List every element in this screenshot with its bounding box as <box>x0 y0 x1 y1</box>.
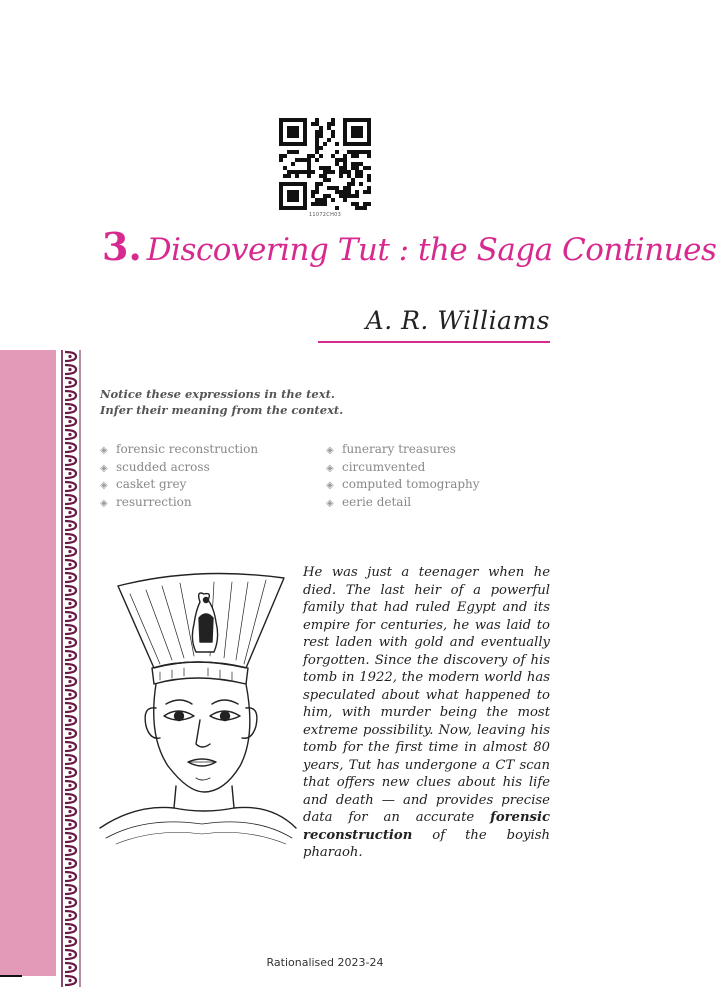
chapter-title <box>102 224 716 269</box>
chapter-title-text: Discovering Tut : the Saga Continues <box>146 232 716 268</box>
intro-paragraph: He was just a teenager when he died. The last heir of a powerful family that had ruled Egypt and its empire for centuries, he was laid to rest laden with gold and eventually forgotten. Since the discovery of his tomb in 1922, the modern world has speculated about what happened to him, with murder being the most extreme possibility. Now, leaving his tomb for the first time in almost 80 years, Tut has undergone a CT scan that offers new clues about his life and death — and provides precise data for an accurate forensic reconstruction of the boyish pharaoh. <box>303 565 550 860</box>
vocab-item: ◈ eerie detail <box>326 494 412 509</box>
vocab-item: ◈ forensic reconstruction <box>100 442 259 456</box>
notice-instructions <box>100 386 500 418</box>
vocab-item: ◈ circumvented <box>326 459 426 474</box>
author-name: A. R. Williams <box>365 306 550 335</box>
vocabulary-list-1 <box>100 442 258 512</box>
emphasized-term: forensic reconstruction <box>303 810 550 843</box>
diamond-bullet-icon: ◈ <box>326 497 334 509</box>
notice-line-2: Infer their meaning from the context. <box>100 403 344 417</box>
diamond-bullet-icon: ◈ <box>326 462 334 474</box>
diamond-bullet-icon: ◈ <box>326 445 334 456</box>
diamond-bullet-icon: ◈ <box>100 480 108 492</box>
vocab-item: ◈ casket grey <box>100 477 187 492</box>
chapter-number: 3. <box>102 224 142 269</box>
vocab-item: ◈ scudded across <box>100 459 210 474</box>
diamond-bullet-icon: ◈ <box>100 445 108 456</box>
border-motif-icon <box>56 350 84 976</box>
decorative-border-strip <box>56 350 84 976</box>
vocab-item: ◈ computed tomography <box>326 477 480 492</box>
vocab-item: ◈ resurrection <box>100 494 192 509</box>
bottom-corner-rule <box>0 975 22 977</box>
diamond-bullet-icon: ◈ <box>326 480 334 492</box>
vocabulary-list-2 <box>326 442 480 512</box>
vocab-item: ◈ funerary treasures <box>326 442 456 456</box>
pharaoh-illustration <box>96 560 296 850</box>
pink-side-band <box>0 350 56 976</box>
qr-code-icon <box>279 118 371 210</box>
diamond-bullet-icon: ◈ <box>100 462 108 474</box>
qr-code-label: 11072CH03 <box>308 212 342 218</box>
notice-line-1: Notice these expressions in the text. <box>100 387 335 401</box>
diamond-bullet-icon: ◈ <box>100 497 108 509</box>
author-underline <box>318 341 550 343</box>
footer-note: Rationalised 2023-24 <box>266 956 384 969</box>
